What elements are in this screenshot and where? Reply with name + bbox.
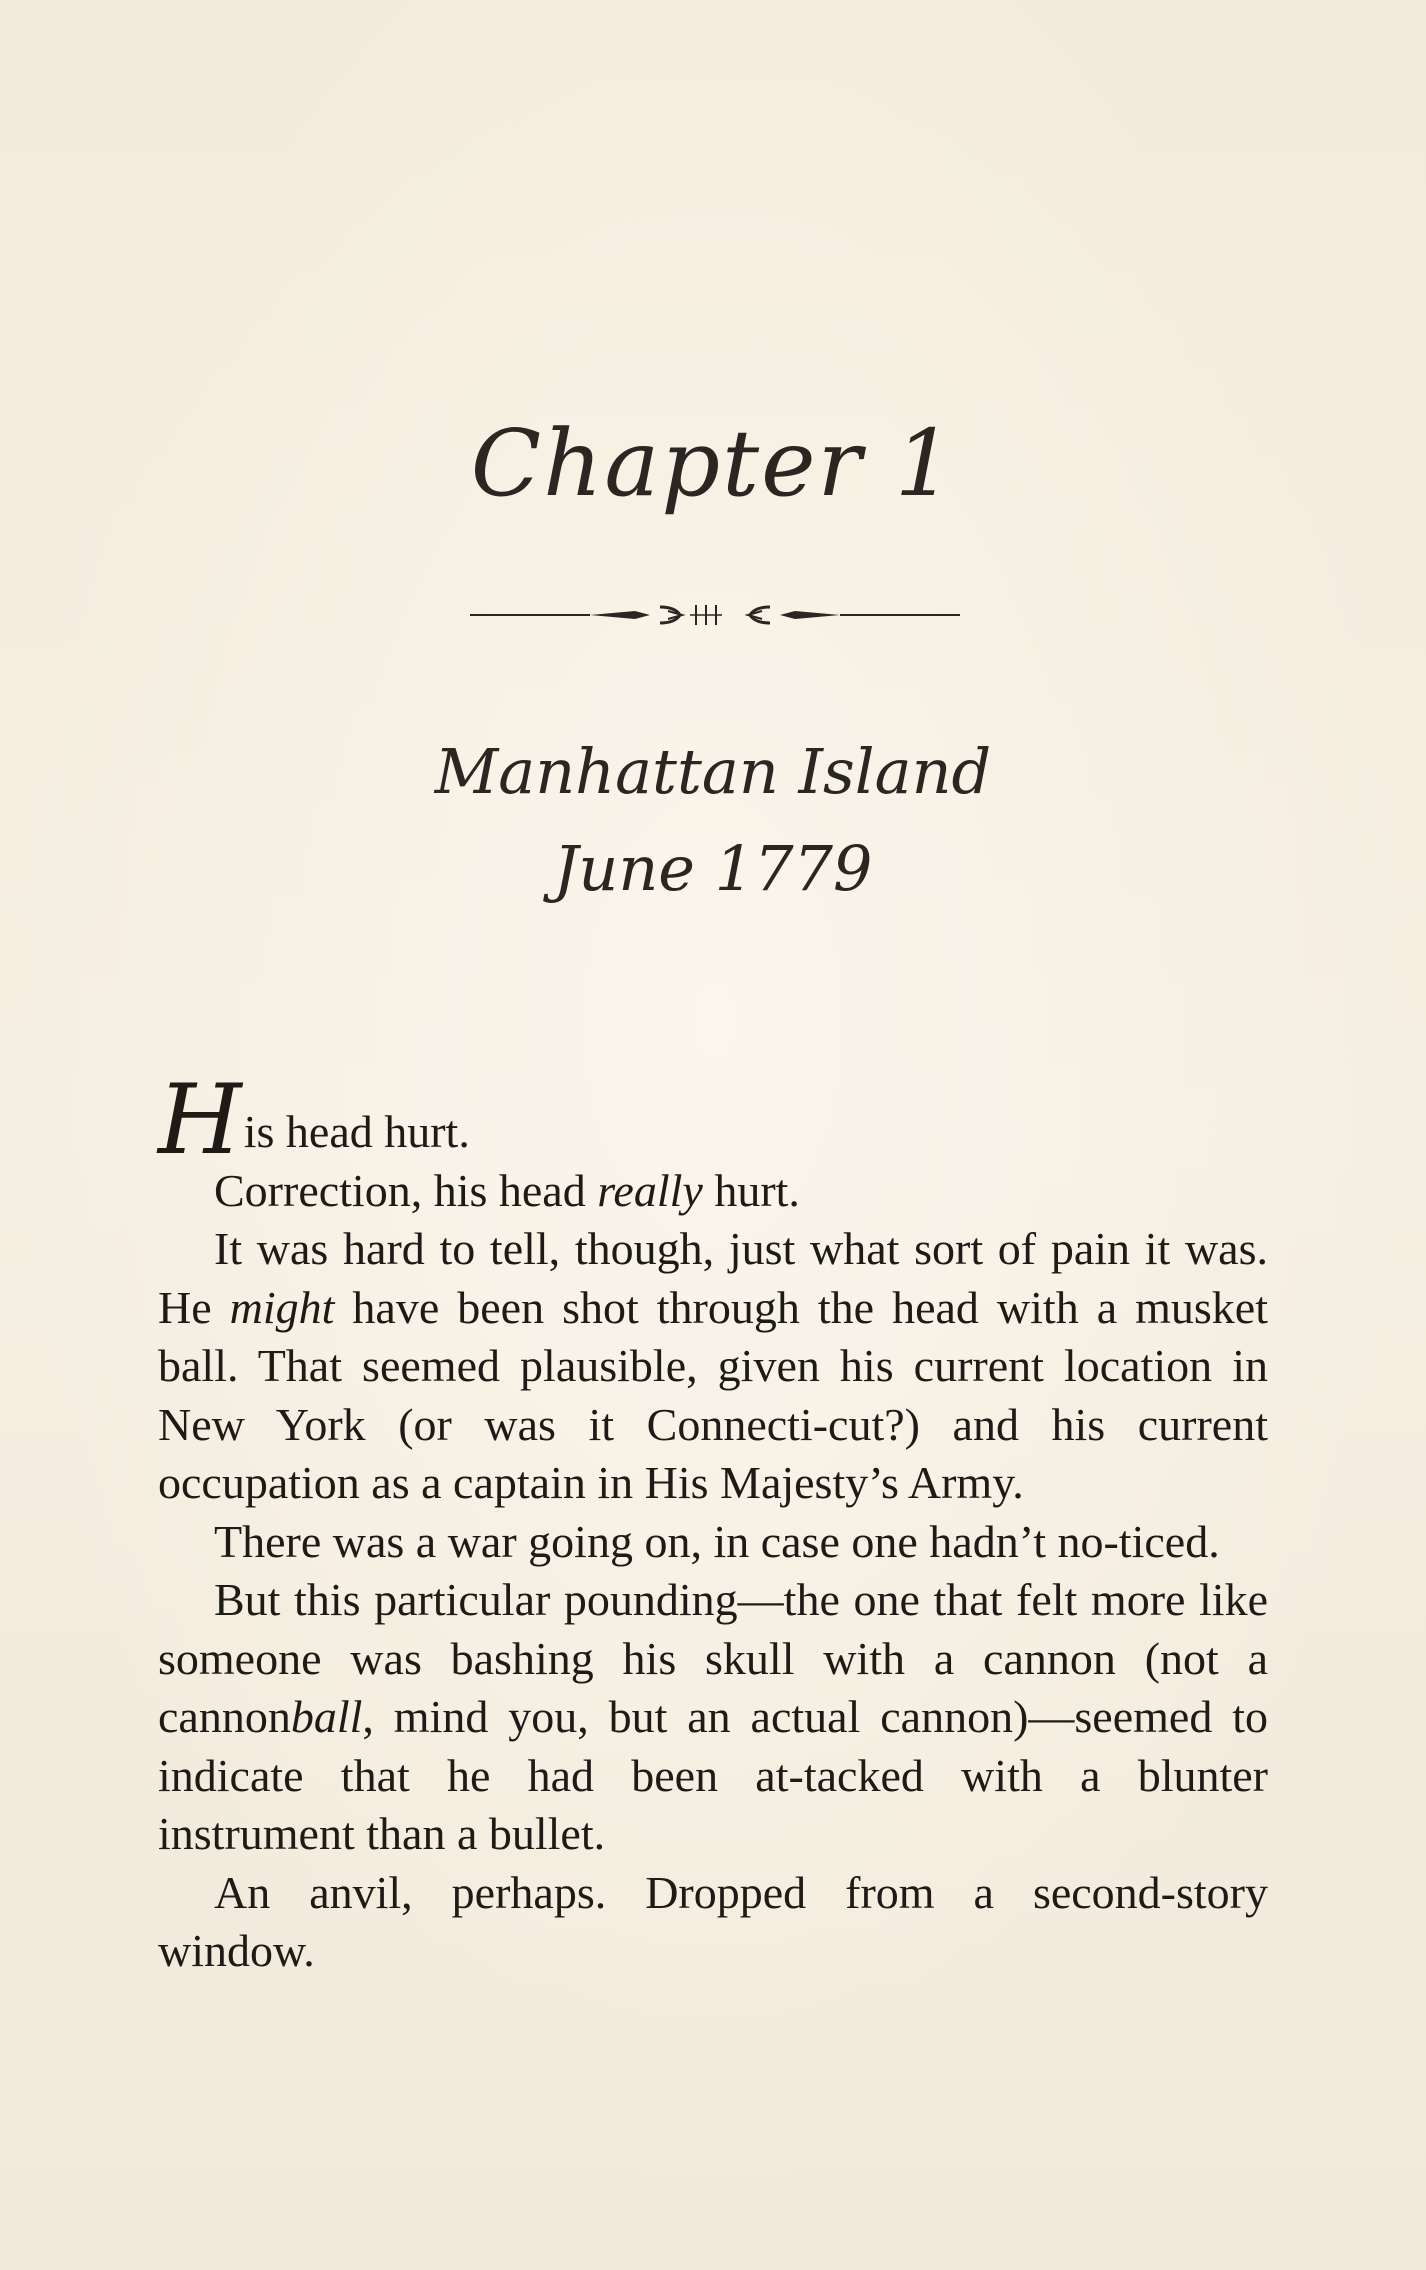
paragraph-5-text-b: , mind you, but an actual cannon)—seemed to indicate that he had been at-tacked with a blunter instrument than a bullet. <box>158 1691 1268 1859</box>
paragraph-2 <box>158 1162 1268 1221</box>
paragraph-3 <box>158 1220 1268 1513</box>
decorative-divider-icon <box>470 595 960 635</box>
chapter-body <box>158 1064 1268 1981</box>
chapter-date: June 1779 <box>553 832 873 905</box>
chapter-title: Chapter 1 <box>470 410 956 517</box>
paragraph-5-text-a: But this particular pounding—the one that felt more like someone was bashing his skull with a cannon (not a cannon <box>158 1574 1268 1742</box>
chapter-location: Manhattan Island <box>434 735 992 808</box>
paragraph-2-text-a: Correction, his head <box>214 1164 598 1216</box>
paragraph-5-emphasis: ball <box>290 1691 363 1742</box>
paragraph-3-text-b: have been shot through the head with a musket ball. That seemed plausible, given his current location in New York (or was it Connecti-cut?) and his current occupation as a captain in His Majesty’s Army. <box>158 1281 1268 1508</box>
paragraph-5 <box>158 1571 1268 1864</box>
paragraph-2-emphasis: really <box>597 1164 703 1216</box>
paragraph-3-text-a: It was hard to tell, though, just what sort of pain it was. He <box>158 1223 1268 1333</box>
paragraph-2-text-b: hurt. <box>702 1164 800 1216</box>
paragraph-3-emphasis: might <box>229 1281 335 1333</box>
paragraph-4: There was a war going on, in case one hadn’t no-ticed. <box>214 1515 1220 1567</box>
drop-cap: H <box>158 1064 242 1176</box>
paragraph-1-text: is head hurt. <box>243 1106 470 1157</box>
paragraph-6: An anvil, perhaps. Dropped from a second-story window. <box>158 1866 1268 1976</box>
paragraph-1 <box>158 1064 1268 1176</box>
